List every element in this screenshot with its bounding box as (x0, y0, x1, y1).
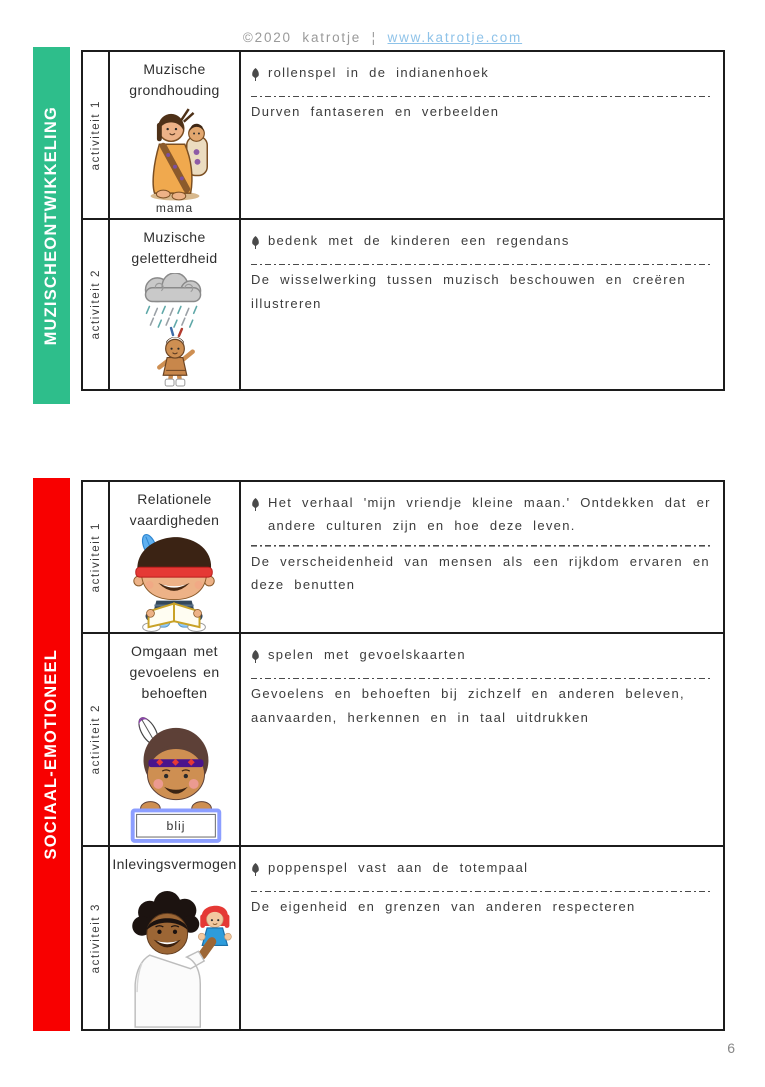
activity-description: poppenspel vast aan de totempaal (268, 860, 529, 875)
banner-label: SOCIAAL-EMOTIONEEL (42, 649, 60, 860)
activity-detail-cell (241, 847, 723, 1029)
activity-title-cell (110, 52, 241, 220)
activity-figure (114, 704, 236, 845)
feelings-card-label: blij (166, 819, 185, 834)
activity-detail-cell (241, 482, 723, 634)
indian-mama-with-baby-illustration (132, 107, 218, 201)
page-number: 6 (727, 1040, 735, 1056)
feather-bullet-icon (251, 65, 260, 88)
feather-bullet-icon (251, 495, 260, 518)
rain-cloud-with-dancing-child-illustration (125, 273, 225, 389)
activity-title: Relationele vaardigheden (129, 491, 220, 528)
activity-title-cell (110, 482, 241, 634)
activity-number-label: activiteit 1 (89, 521, 102, 593)
activity-number-label: activiteit 3 (89, 902, 102, 974)
activity-title-cell (110, 634, 241, 847)
boy-reading-book-illustration (121, 532, 229, 632)
boy-with-hand-puppet-illustration (112, 891, 238, 1029)
activity-title-cell (110, 220, 241, 389)
dotted-separator (251, 545, 711, 547)
copyright-text: ©2020 katrotje ¦ (242, 30, 377, 45)
activities-table-sociaal (81, 480, 725, 1031)
dotted-separator (251, 890, 711, 892)
activity-number-cell (83, 482, 110, 634)
activity-figure (132, 101, 218, 218)
activity-goal: Durven fantaseren en verbeelden (251, 104, 500, 120)
feather-bullet-icon (251, 860, 260, 883)
activity-number-label: activiteit 2 (89, 704, 102, 775)
activity-goal: De wisselwerking tussen muzisch beschouwen en creëren illustreren (251, 272, 686, 311)
feather-bullet-icon (251, 647, 260, 670)
activity-description: Het verhaal 'mijn vriendje kleine maan.' Ontdekken dat er andere culturen zijn en hoe deze leven. (268, 495, 711, 534)
activity-number-label: activiteit 2 (89, 269, 102, 340)
activity-goal: Gevoelens en behoeften bij zichzelf en anderen beleven, aanvaarden, herkennen en in taal uitdrukken (251, 686, 685, 725)
activities-table-muzische (81, 50, 725, 391)
activity-goal: De eigenheid en grenzen van anderen respecteren (251, 899, 636, 915)
activity-figure (112, 875, 238, 1029)
section-banner-muzischeontwikkeling (33, 47, 70, 404)
activity-detail-cell (241, 220, 723, 389)
dotted-separator (251, 263, 711, 265)
activity-description: rollenspel in de indianenhoek (268, 65, 490, 80)
activity-title: Omgaan met gevoelens en behoeften (129, 643, 220, 701)
activity-number-cell (83, 634, 110, 847)
activity-number-label: activiteit 1 (89, 99, 102, 171)
activity-title-cell (110, 847, 241, 1029)
activity-detail-cell (241, 52, 723, 220)
section-banner-sociaal-emotioneel (33, 478, 70, 1031)
activity-title: Muzische geletterdheid (131, 229, 218, 266)
activity-figure (125, 269, 225, 389)
activity-title: Muzische grondhouding (129, 61, 220, 98)
activity-number-cell (83, 220, 110, 389)
activity-number-cell (83, 52, 110, 220)
dotted-separator (251, 95, 711, 97)
dotted-separator (251, 677, 711, 679)
activity-description: bedenk met de kinderen een regendans (268, 233, 570, 248)
banner-label: MUZISCHEONTWIKKELING (42, 105, 60, 346)
activity-goal: De verscheidenheid van mensen als een rijkdom ervaren en deze benutten (251, 553, 710, 593)
activity-figure (121, 531, 229, 632)
child-with-feelings-card-illustration (114, 711, 236, 845)
feather-bullet-icon (251, 233, 260, 256)
page-header (0, 30, 765, 45)
activity-number-cell (83, 847, 110, 1029)
figure-caption: mama (155, 201, 194, 215)
activity-detail-cell (241, 634, 723, 847)
activity-description: spelen met gevoelskaarten (268, 647, 466, 662)
activity-title: Inlevingsvermogen (112, 856, 237, 872)
website-link[interactable]: www.katrotje.com (387, 30, 523, 45)
